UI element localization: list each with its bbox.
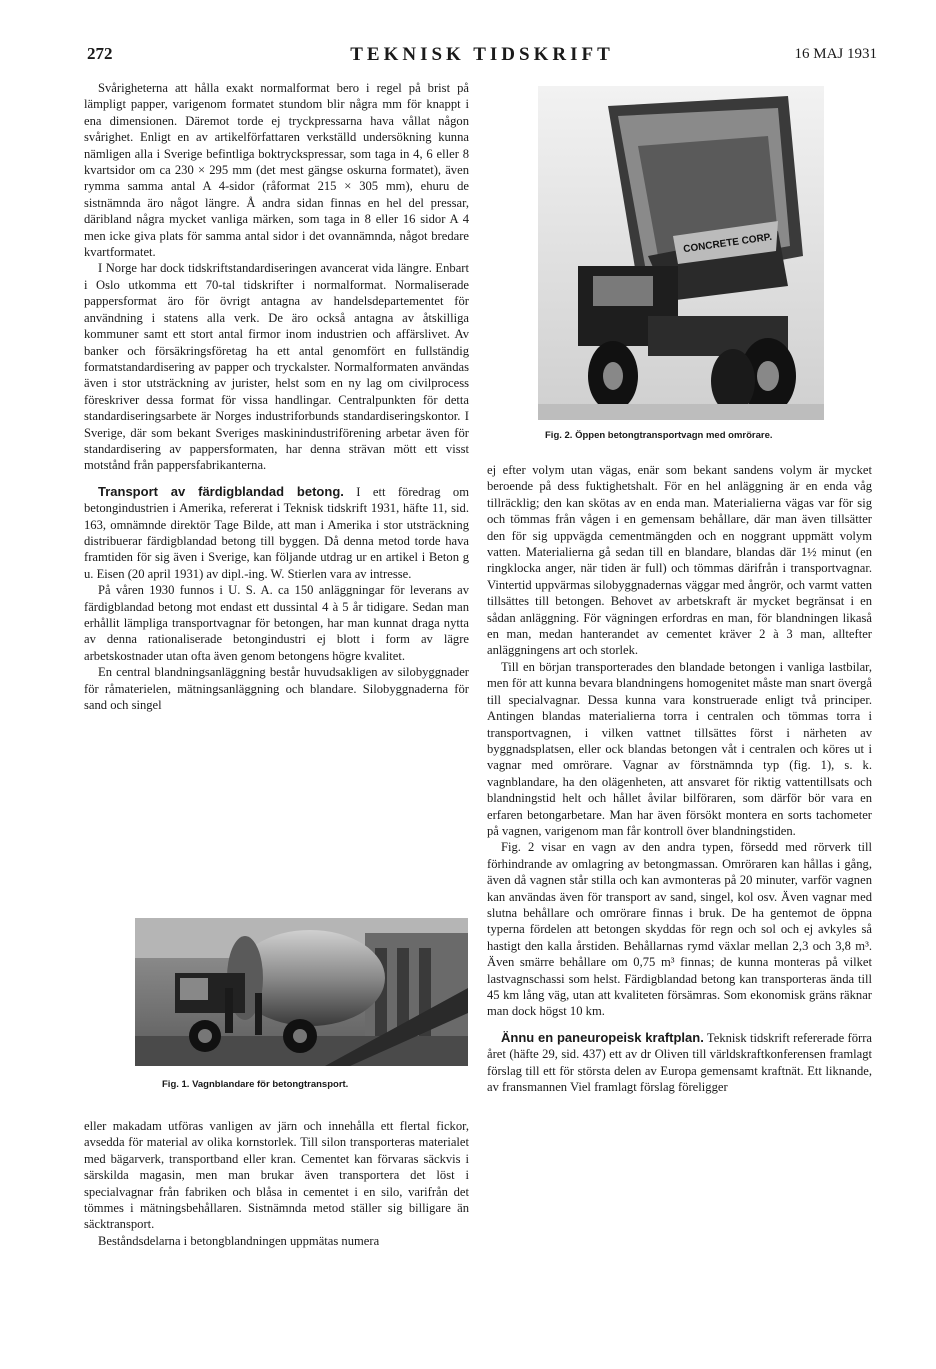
paragraph: Svårigheterna att hålla exakt normalformat bero i regel på brist på lämpligt papper, varigenom formatet stundom blir några mm för knappt i ena dimensionen. Däremot torde ej tryckpressarna hava vållat någon svårighet. Enligt en av artikelförfattaren verkställd undersökning kunna nämligen alla i Sverige befintliga boktryckspressar, som taga in 4, 6 eller 8 kvartsidor om ca 230 × 295 mm (det mest gängse oskurna formatet), även rymma samma antal A 4-sidor (råformat 215 × 305 mm), ehuru de sistnämnda äro något längre. Å andra sidan finnas en hel del pressar, däribland några mycket vanliga märken, som taga in 8 eller 16 sidor A 4 men icke giva plats för samma antal sidor i det ovannämnda, något bredare kvartformatet. [84, 81, 469, 260]
paragraph: ej efter volym utan vägas, enär som bekant sandens volym är mycket beroende på dess fuktighetshalt. För en hel anläggning är en enda våg tillräcklig; den kan skötas av en enda man. Materialierna vägas var för sig och tömmas från vågen i en gemensam behållare, där man även tillsätter den för sig uppvägda cementmängden och en noggrant uppmätt volym vatten. Materialierna gå sedan till en blandare, blandas där 1½ minut (en ringklocka anger, när tiden är full) och tömmas därifrån i transportvagnar. Vintertid uppvärmas silobyggnadernas väggar med ångrör, och varmt vatten tillsättes till betongen. Behovet av arbetskraft är mycket begränsat i en sådan anläggning. För vägningen erfordras en man, för blandningen likaså en man, medan hanterandet av cementet kräver 2 à 3 man, alltefter anläggningens art och storlek. [487, 463, 872, 658]
paragraph: På våren 1930 funnos i U. S. A. ca 150 anläggningar för leverans av färdigblandad betong mot endast ett dussintal 4 à 5 år tidigare. Sedan man erhållit lämpliga transportvagnar för betongen, har man kunnat draga nytta av denna rationaliserade betongindustri ej blott i form av lägre arbetskostnader utan ofta även genom betongens högre kvalitet. [84, 583, 469, 663]
figure-2-caption: Fig. 2. Öppen betongtransportvagn med omrörare. [545, 430, 773, 441]
figure-1-photo [135, 918, 468, 1066]
paragraph: Fig. 2 visar en vagn av den andra typen, försedd med rörverk till förhindrande av omlagring av betongmassan. Omröraren kan hållas i gång, även då vagnen står stilla och kan avmonteras på 20 minuter, varför vagnen kan användas även för transport av sand, singel, kol osv. Även vagnar med slutna behållare och omrörare finnas i bruk. De ha gentemot de öppna typerna fördelen att betongen skyddas för regn och sol och ej avkyles så hastigt den kalla årstiden. Behållarnas rymd växlar mellan 2,3 och 3,8 m³. Även smärre behållare om 0,75 m³ finnas; de kunna monteras på vilket lastvagnschassi som helst. Färdigblandad betong kan transporteras ända till 45 km lång väg, utan att kvaliteten försämras. Som ekonomisk gräns räknar man dock högst 10 km. [487, 840, 872, 1019]
paragraph: I Norge har dock tidskriftstandardiseringen avancerat vida längre. Enbart i Oslo utkomma ett 70-tal tidskrifter i normalformat. Normaliserade pappersformat äro för övrigt antagna av handelsdepartementet för användning i statens alla verk. De äro också antagna av åtskilliga kommuner samt ett stort antal firmor inom industrien och affärslivet. Av banker och försäkringsföretag ha ett antal genomfört en fullständig formatstandardisering av papper och tryckalster. Normalformaten användas även i stor utsträckning av jurister, helst som en ny lag om civilprocess föreskriver dessa format för vissa handlingar. Centralpunkten för detta standardiseringsarbete är Norges industriforbunds standardiseringskontor. I Sverige, där som bekant Sveriges maskinindustriförening arbetar även för standardisering av pappersformaten, har denna strävan mött ett visst motstånd från pappersfabrikanterna. [84, 261, 469, 473]
paragraph-text: I ett föredrag om betongindustrien i Amerika, refererat i Teknisk tidskrift 1931, häfte 11, sid. 163, omnämnde direktör Tage Bilde, att man i Amerika i stor utsträckning distribuerar färdigblandad betong till byggen. Då denna metod torde hava framtiden för sig även i Sverige, kan följande utdrag ur en artikel i Beton g u. Eisen (20 april 1931) av dipl.-ing. W. Stierlen vara av intresse. [84, 484, 469, 581]
section-title-transport: Transport av färdigblandad betong. [98, 483, 344, 499]
paragraph-text: Teknisk tidskrift refererade förra året (häfte 29, sid. 437) ett av dr Oliven till världskraftkonferensen framlagt förslag till ett för största delen av Europa gemensamt kraftnät. Ett liknande, av fransmannen Viel framlagt förslag föreligger [487, 1030, 872, 1095]
right-column [487, 462, 872, 1095]
page-header [87, 44, 877, 72]
left-column-top [84, 80, 469, 713]
journal-title: TEKNISK TIDSKRIFT [350, 44, 614, 65]
section-paragraph [487, 1030, 872, 1096]
paragraph: En central blandningsanläggning består huvudsakligen av silobyggnader för råmaterielen, mätningsanläggning och blandare. Silobyggnaderna för sand och singel [84, 665, 469, 713]
left-column-bottom [84, 1118, 469, 1249]
section-paragraph [84, 484, 469, 582]
paragraph: Beståndsdelarna i betongblandningen uppmätas numera [98, 1233, 380, 1248]
section-title-kraftplan: Ännu en paneuropeisk kraftplan. [501, 1029, 704, 1045]
figure-1-caption: Fig. 1. Vagnblandare för betongtransport. [162, 1079, 349, 1090]
figure-2-photo [538, 86, 824, 420]
paragraph: Till en början transporterades den blandade betongen i vanliga lastbilar, men för att kunna bevara blandningens homogenitet måste man snart övergå till specialvagnar. Dessa kunna vara konstruerade enligt två principer. Antingen blandas materialierna torra i centralen och tömmas torra i transportvagnen, i vilken vattnet tillsättes först i närheten av byggnadsplatsen, eller ock blandas betongen våt i centralen och köres ut i vagnar med omrörare. Vagnar av förstnämnda typ (fig. 1), s. k. vagnblandare, ha den olägenheten, att ansvaret för riktig vattentillsats och blandningstid helt och hållet åvilar bilföraren, som därför bör vara en erfaren betongarbetare. Man har även försökt montera en sorts tachometer på vagnen, varigenom man får kontroll över blandningstiden. [487, 659, 872, 838]
truck-lettering: CONCRETE CORP. [682, 231, 773, 256]
paragraph: eller makadam utföras vanligen av järn och innehålla ett flertal fickor, avsedda för material av olika kornstorlek. Till silon transporteras materialet med bägarverk, transportband eller kran. Cementet kan förvaras säckvis i särskilda magasin, men man brukar även transportera det löst i specialvagnar från fabriken och blåsa in cementet i en silo, varifrån det tömmes i mätningsbehållaren. Sistnämnda metod ställer sig billigare än säcktransport. [84, 1119, 469, 1232]
page-number: 272 [87, 44, 113, 63]
issue-date: 16 MAJ 1931 [794, 46, 877, 62]
